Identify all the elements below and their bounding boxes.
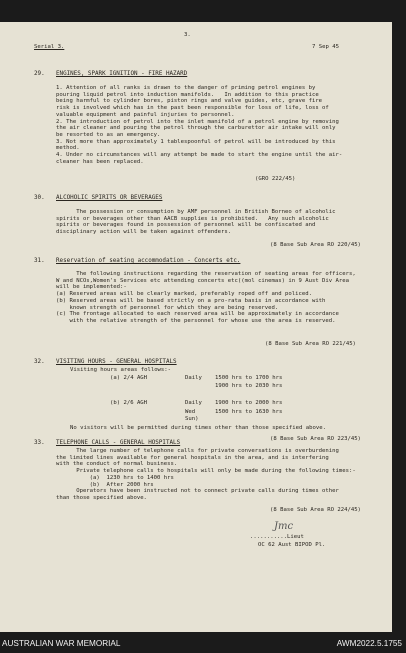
section-body	[56, 209, 336, 236]
section-reference: (GRO 222/45)	[255, 176, 296, 182]
body-line: valuable equipment and painful injuries to personnel.	[56, 111, 235, 118]
section-title: ALCOHOLIC SPIRITS OR BEVERAGES	[56, 195, 163, 201]
page-number: 3.	[184, 32, 191, 38]
handwritten-signature: Jmc	[274, 521, 294, 532]
body-line: the limited lines available for general hospitals in the area, and is interfering	[56, 454, 329, 461]
body-line: spirits or beverages found in possession of personnel will be confiscated and	[56, 222, 316, 229]
body-line: cleaner has been replaced.	[56, 158, 144, 165]
visiting-time: 1500 hrs to 1630 hrs	[215, 409, 283, 415]
section-reference: (8 Base Sub Area RO 224/45)	[270, 507, 361, 513]
body-line: The large number of telephone calls for private conversations is overburdening	[56, 448, 339, 454]
body-line: (c) The frontage allocated to each reserved area will be approximately in accordance	[56, 311, 339, 318]
visiting-note: No visitors will be permitted during times other than those specified above.	[70, 425, 326, 431]
section-number: 30.	[34, 195, 45, 201]
body-line: 4. Under no circumstances will any attempt be made to start the engine until the air-	[56, 152, 343, 159]
body-line: with the conduct of normal business.	[56, 461, 178, 468]
hospital-unit: (a) 2/4 AGH	[110, 375, 148, 381]
body-line: The following instructions regarding the reservation of seating areas for officers,	[56, 271, 356, 277]
body-line: pouring liquid petrol into induction manifolds. In addition to this practice	[56, 91, 319, 98]
visiting-time: 1500 hrs to 1700 hrs	[215, 375, 283, 381]
document-date: 7 Sep 45	[312, 44, 339, 50]
serial-number: Serial 3.	[34, 44, 65, 50]
body-line: (b) After 2000 hrs	[56, 481, 154, 488]
body-line: 3. Not more than approximately 1 tablespoonful of petrol will be introduced by this	[56, 138, 336, 145]
body-line: (b) Reserved areas will be based strictly on a pro-rata basis in accordance with	[56, 297, 326, 304]
document-page	[0, 22, 392, 632]
body-line: Operators have been instructed not to connect private calls during times other	[56, 488, 339, 495]
body-line: with the relative strength of the personnel for whose use the area is reserved.	[56, 317, 336, 324]
footer-accession-number: AWM2022.5.1755	[336, 639, 402, 648]
body-line: will be implemented:-	[56, 284, 127, 291]
visiting-day: Daily	[185, 400, 202, 406]
body-line: than those specified above.	[56, 494, 147, 501]
body-line: The possession or consumption by AMF personnel in British Borneo of alcoholic	[56, 209, 336, 215]
body-line: known strength of personnel for which they are being reserved.	[56, 304, 279, 311]
body-line: (a) 1230 hrs to 1400 hrs	[56, 474, 174, 481]
signature-line: ...........Lieut	[250, 534, 304, 540]
body-line: be resorted to as an emergency.	[56, 131, 161, 138]
body-line: method.	[56, 145, 80, 152]
section-title: Reservation of seating accommodation - Concerts etc.	[56, 258, 241, 264]
section-number: 32.	[34, 359, 45, 365]
section-reference: (8 Base Sub Area RO 220/45)	[270, 242, 361, 248]
body-line: spirits or beverages other than AACB supplies is prohibited. Any such alcoholic	[56, 215, 329, 222]
section-title: ENGINES, SPARK IGNITION - FIRE HAZARD	[56, 71, 188, 77]
visiting-intro: Visiting hours areas follows:-	[70, 367, 172, 373]
signatory-title: OC 62 Aust BIPOD Pl.	[258, 542, 326, 548]
section-title: TELEPHONE CALLS - GENERAL HOSPITALS	[56, 440, 181, 446]
hospital-unit: (b) 2/6 AGH	[110, 400, 148, 406]
body-line: Private telephone calls to hospitals will only be made during the following times:-	[56, 468, 356, 475]
body-line: W and NCOs,Women's Services etc attending concerts etc((mol cinemas) in 9 Aust Div Area	[56, 277, 349, 284]
section-body	[56, 85, 342, 165]
body-line: risk is involved which has in the past been responsible for loss of life, loss of	[56, 105, 329, 112]
section-body	[56, 271, 356, 325]
body-line: being harmful to cylinder bores, piston rings and valve guides, etc, grave fire	[56, 98, 323, 105]
body-line: 2. The introduction of petrol into the inlet manifold of a petrol engine by removing	[56, 118, 339, 125]
section-number: 31.	[34, 258, 45, 264]
footer-institution: AUSTRALIAN WAR MEMORIAL	[2, 639, 121, 648]
section-number: 33.	[34, 440, 45, 446]
visiting-day: Daily	[185, 375, 202, 381]
section-reference: (8 Base Sub Area RO 221/45)	[265, 341, 356, 347]
visiting-day: Wed	[185, 409, 196, 415]
section-reference: (8 Base Sub Area RO 223/45)	[270, 436, 361, 442]
body-line: (a) Reserved areas will be clearly marked, preferably roped off and policed.	[56, 291, 312, 298]
section-title: VISITING HOURS - GENERAL HOSPITALS	[56, 359, 177, 365]
section-number: 29.	[34, 71, 45, 77]
archive-footer	[0, 636, 406, 653]
section-body	[56, 448, 356, 502]
visiting-day: Sun)	[185, 416, 199, 422]
body-line: the air cleaner and pouring the petrol through the carburettor air intake will only	[56, 125, 336, 132]
visiting-time: 1900 hrs to 2030 hrs	[215, 383, 283, 389]
visiting-time: 1900 hrs to 2000 hrs	[215, 400, 283, 406]
body-line: 1. Attention of all ranks is drawn to the danger of priming petrol engines by	[56, 85, 316, 91]
body-line: disciplinary action will be taken against offenders.	[56, 229, 232, 236]
